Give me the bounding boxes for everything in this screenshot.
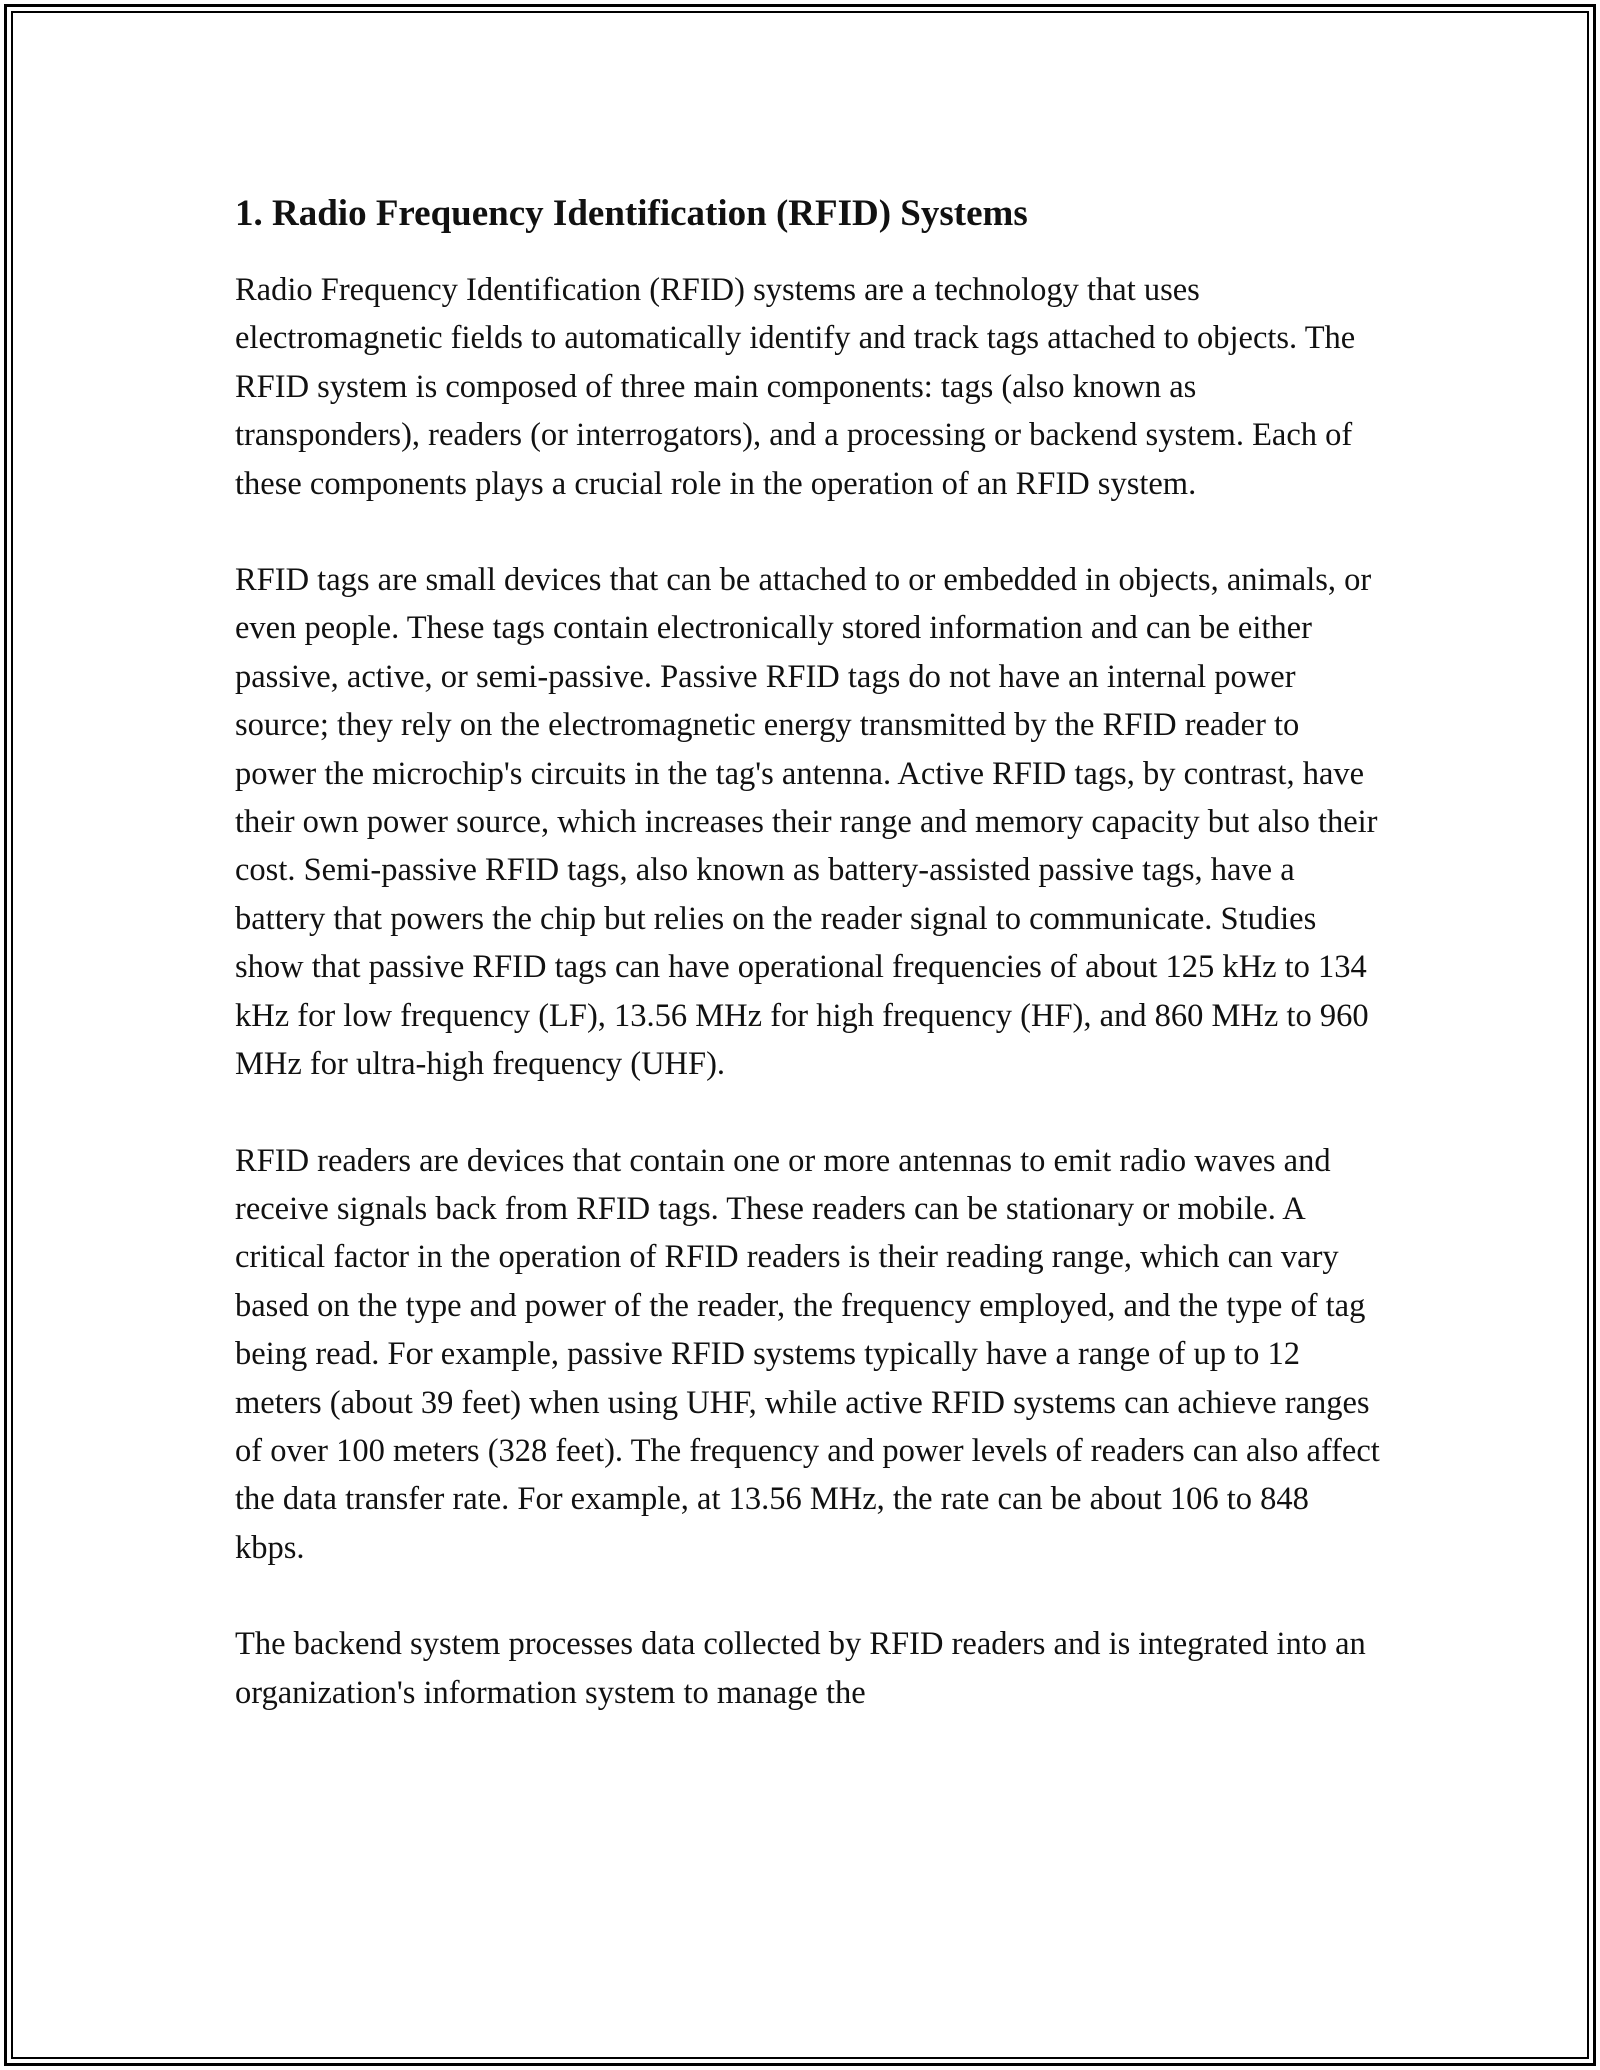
paragraph-rfid-overview: Radio Frequency Identification (RFID) systems are a technology that uses electromagnetic fields to automatically identify and track tags attached to objects. The RFID system is composed of three main components: tags (also known as transponders), readers (or interrogators), and a processing or backend system. Each of these components plays a crucial role in the operation of an RFID system.	[235, 272, 1356, 502]
document-body	[235, 186, 1385, 1765]
section-heading: 1. Radio Frequency Identification (RFID) Systems	[235, 193, 1028, 234]
paragraph-backend-system: The backend system processes data collected by RFID readers and is integrated into an organization's information system to manage the	[235, 1626, 1366, 1711]
paragraph-rfid-tags: RFID tags are small devices that can be attached to or embedded in objects, animals, or even people. These tags contain electronically stored information and can be either passive, active, or semi-passive. Passive RFID tags do not have an internal power source; they rely on the electromagnetic energy transmitted by the RFID reader to power the microchip's circuits in the tag's antenna. Active RFID tags, by contrast, have their own power source, which increases their range and memory capacity but also their cost. Semi-passive RFID tags, also known as battery-assisted passive tags, have a battery that powers the chip but relies on the reader signal to communicate. Studies show that passive RFID tags can have operational frequencies of about 125 kHz to 134 kHz for low frequency (LF), 13.56 MHz for high frequency (HF), and 860 MHz to 960 MHz for ultra-high frequency (UHF).	[235, 562, 1378, 1083]
paragraph-rfid-readers: RFID readers are devices that contain one or more antennas to emit radio waves and receive signals back from RFID tags. These readers can be stationary or mobile. A critical factor in the operation of RFID readers is their reading range, which can vary based on the type and power of the reader, the frequency employed, and the type of tag being read. For example, passive RFID systems typically have a range of up to 12 meters (about 39 feet) when using UHF, while active RFID systems can achieve ranges of over 100 meters (328 feet). The frequency and power levels of readers can also affect the data transfer rate. For example, at 13.56 MHz, the rate can be about 106 to 848 kbps.	[235, 1142, 1380, 1566]
